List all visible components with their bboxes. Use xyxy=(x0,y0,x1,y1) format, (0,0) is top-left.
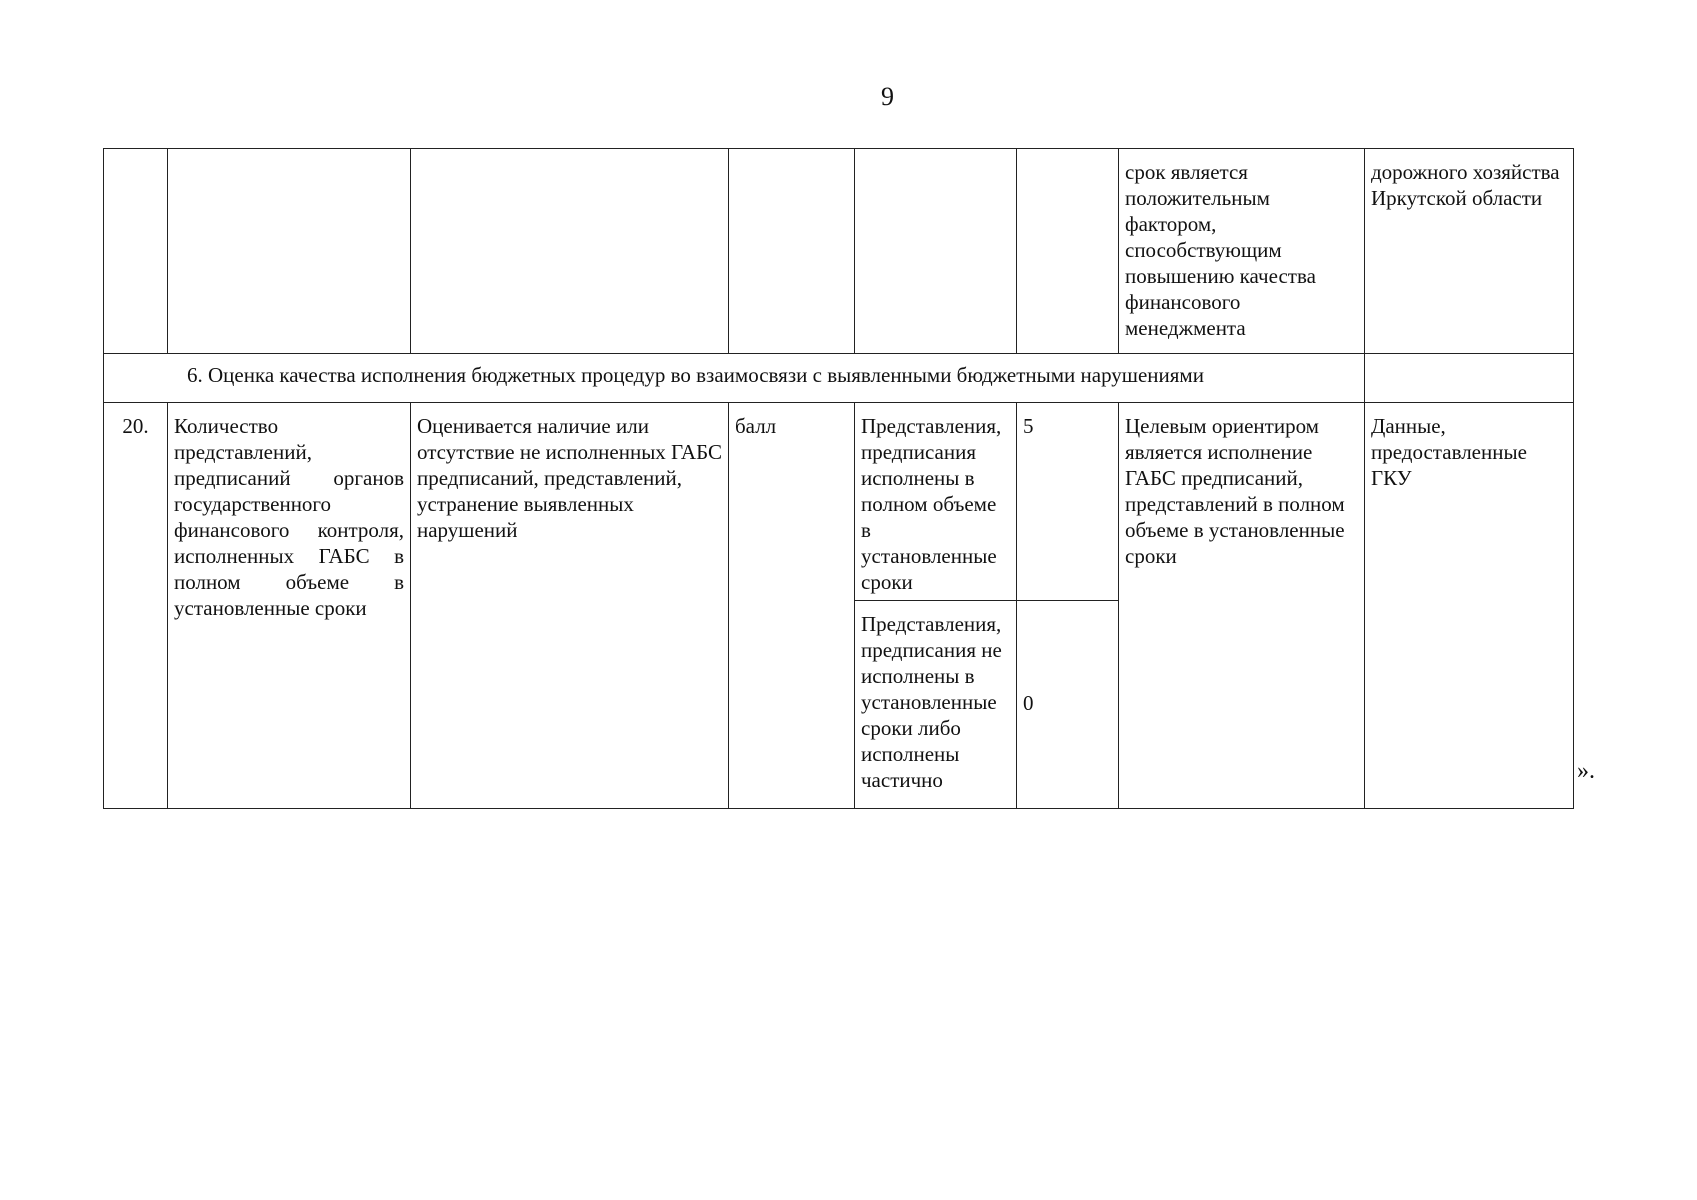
cell-criteria-empty xyxy=(855,149,1017,354)
criterion-condition: Представления, предписания исполнены в полном объеме в установленные сроки xyxy=(855,403,1017,601)
cell-unit-empty xyxy=(729,149,855,354)
indicators-table xyxy=(103,148,1574,809)
criterion-score: 0 xyxy=(1017,601,1119,809)
section-title: 6. Оценка качества исполнения бюджетных процедур во взаимосвязи с выявленными бюджетными нарушениями xyxy=(187,363,1204,387)
criterion-score: 5 xyxy=(1017,403,1119,601)
section-heading xyxy=(104,354,1365,403)
row-number: 20. xyxy=(104,403,168,809)
cell-indicator-empty xyxy=(168,149,411,354)
criterion-condition: Представления, предписания не исполнены в установленные сроки либо исполнены частично xyxy=(855,601,1017,809)
target-description: Целевым ориентиром является исполнение ГАБС предписаний, представлений в полном объеме в установленные сроки xyxy=(1119,403,1365,809)
indicator-name: Количество представлений, предписаний органов государственного финансового контроля, исполненных ГАБС в полном объеме в установленные сроки xyxy=(168,403,411,809)
closing-quote: ». xyxy=(1577,758,1595,784)
section-empty-cell xyxy=(1365,354,1574,403)
indicator-description: Оценивается наличие или отсутствие не исполненных ГАБС предписаний, представлений, устранение выявленных нарушений xyxy=(411,403,729,809)
unit-of-measure: балл xyxy=(729,403,855,809)
cell-source: дорожного хозяйства Иркутской области xyxy=(1365,149,1574,354)
cell-score-empty xyxy=(1017,149,1119,354)
cell-description-empty xyxy=(411,149,729,354)
cell-comment: срок является положительным фактором, способствующим повышению качества финансового менеджмента xyxy=(1119,149,1365,354)
table-row-20 xyxy=(104,403,1574,601)
data-source: Данные, предоставленные ГКУ xyxy=(1365,403,1574,809)
cell-number-empty xyxy=(104,149,168,354)
section-row xyxy=(104,354,1574,403)
table-row-continuation xyxy=(104,149,1574,354)
page-number: 9 xyxy=(881,82,894,111)
